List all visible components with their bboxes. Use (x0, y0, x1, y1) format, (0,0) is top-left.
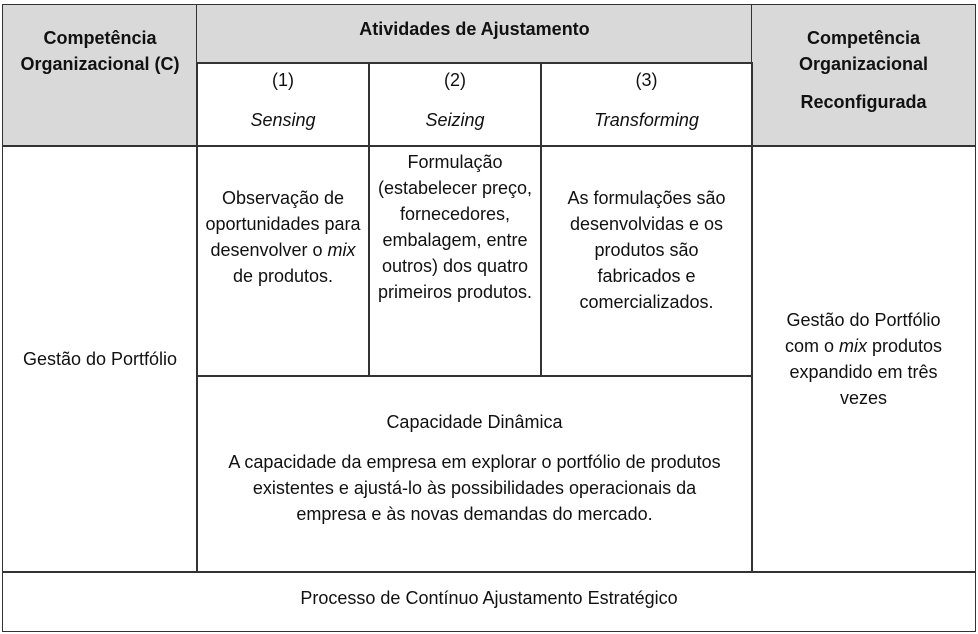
dynamic-capability-text: A capacidade da empresa em explorar o portfólio de produtos existentes e ajustá-lo às possibilidades operacionais da empresa e às novas demandas do mercado. (228, 452, 721, 524)
activity-sensing-number: (1) (272, 70, 294, 90)
activity-transforming-name: Transforming (594, 110, 699, 130)
activity-transforming-header (540, 62, 753, 147)
footer-cell (2, 571, 976, 632)
seizing-text: Formulação (estabelecer preço, fornecedores, embalagem, entre outros) dos quatro primeiros produtos. (377, 152, 533, 302)
reconfigured-text-part1: Gestão do Portfólio com o (784, 310, 941, 356)
footer-label: Processo de Contínuo Ajustamento Estratégico (300, 588, 678, 608)
activity-seizing-header (368, 62, 542, 147)
dynamic-capability-cell (196, 375, 753, 573)
transforming-text: As formulações são desenvolvidas e os produtos são fabricados e comercializados. (567, 188, 726, 312)
header-activities (196, 4, 753, 64)
header-reconfigured (751, 4, 976, 147)
sensing-mix-word: mix (327, 240, 356, 260)
reconfigured-text-part2: produtos expandido em três vezes (789, 336, 943, 408)
sensing-cell (196, 145, 370, 377)
sensing-text-part2: de produtos. (232, 266, 334, 286)
reconfigured-cell (751, 145, 976, 573)
header-competence-label: Competência Organizacional (C) (20, 28, 180, 74)
activity-seizing-number: (2) (444, 70, 466, 90)
sensing-text (205, 185, 361, 289)
reconfigured-mix-word: mix (838, 336, 867, 356)
header-reconfigured-line2: Reconfigurada (800, 92, 927, 112)
activity-sensing-header (196, 62, 370, 147)
competence-label: Gestão do Portfólio (22, 349, 178, 369)
dynamic-capability-title: Capacidade Dinâmica (386, 412, 563, 432)
reconfigured-text (776, 307, 951, 411)
competence-cell (2, 145, 198, 573)
header-reconfigured-line1: Competência Organizacional (798, 28, 929, 74)
header-competence (2, 4, 198, 147)
header-activities-label: Atividades de Ajustamento (359, 19, 590, 39)
activity-sensing-name: Sensing (250, 110, 316, 130)
activity-transforming-number: (3) (635, 70, 658, 90)
activity-seizing-name: Seizing (425, 110, 485, 130)
sensing-text-part1: Observação de oportunidades para desenvolver o (205, 188, 361, 260)
transforming-cell (540, 145, 753, 377)
seizing-cell (368, 145, 542, 377)
